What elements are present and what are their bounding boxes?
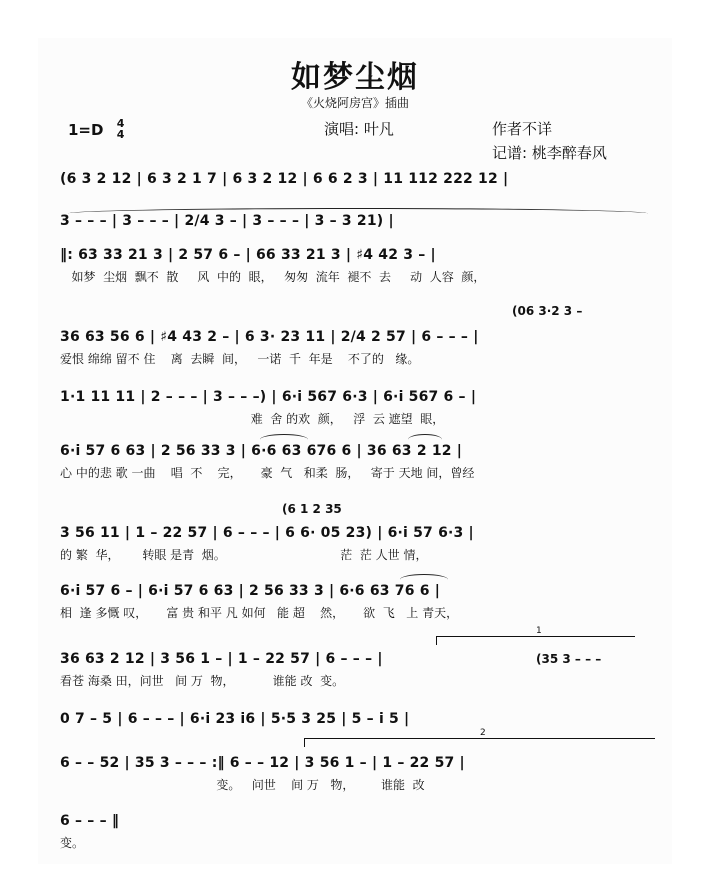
lyric-line: 难 舍 的欢 颜， 浮 云 遮望 眼， — [60, 412, 445, 426]
song-title: 如梦尘烟 — [291, 60, 419, 95]
notation-line: 36 63 2 12 | 3 56 1 – | 1 – 22 57 | 6 – – – | — [60, 651, 383, 667]
transcriber-credit: 记谱: 桃李醉春风 — [492, 144, 607, 162]
second-ending-bracket — [304, 728, 655, 747]
music-system — [60, 244, 658, 286]
notation-line: 6·i 57 6 63 | 2 56 33 3 | 6·6 63 676 6 | 36 63 2 12 | — [60, 443, 463, 459]
music-system — [60, 386, 658, 428]
notation-line: 6 – – – ‖ — [60, 813, 120, 829]
key-label: 1=D — [68, 121, 104, 139]
notation-line: (6 3 2 12 | 6 3 2 1 7 | 6 3 2 12 | 6 6 2 3 | 11 112 222 12 | — [60, 171, 509, 187]
lyric-line: 爱恨 绵绵 留不 住 离 去瞬 间， 一诺 千 年是 不了的 缘。 — [60, 352, 420, 366]
notation-line: 36 63 56 6 | ♯4 43 2 – | 6 3· 23 11 | 2/4 2 57 | 6 – – – | — [60, 329, 479, 345]
lyric-line: 如梦 尘烟 飘不 散 风 中的 眼， 匆匆 流年 褪不 去 动 人容 颜， — [60, 270, 486, 284]
score-sheet — [38, 38, 672, 864]
music-system — [60, 648, 658, 690]
music-system — [60, 580, 658, 622]
music-system — [60, 708, 658, 730]
ending-number: 1 — [536, 626, 542, 636]
notation-line: 1·1 11 11 | 2 – – – | 3 – – –) | 6·i 567 6·3 | 6·i 567 6 – | — [60, 389, 477, 405]
time-signature — [117, 118, 125, 140]
music-system — [60, 810, 658, 852]
interlude-phrase: (6 1 2 35 — [282, 502, 342, 516]
intro-phrase: (06 3·2 3 – — [512, 304, 583, 318]
song-subtitle: 《火烧阿房宫》插曲 — [300, 96, 409, 110]
composer-credit: 作者不详 — [492, 120, 553, 138]
key-signature — [68, 118, 124, 140]
lyric-line: 变。 — [60, 836, 85, 850]
lyric-line: 的 繁 华， 转眼 是青 烟。 茫 茫 人世 情， — [60, 548, 428, 562]
music-system — [60, 168, 658, 190]
music-system — [60, 522, 658, 564]
notation-line: 6 – – 52 | 35 3 – – – :‖ 6 – – 12 | 3 56 1 – | 1 – 22 57 | — [60, 755, 465, 771]
singer-credit: 演唱: 叶凡 — [324, 120, 394, 138]
notation-line: 3 – – – | 3 – – – | 2/4 3 – | 3 – – – | 3 – 3 21) | — [60, 213, 394, 229]
volta-phrase: (35 3 – – – — [536, 652, 602, 666]
music-system — [60, 752, 658, 794]
music-system — [60, 210, 658, 232]
notation-line: 3 56 11 | 1 – 22 57 | 6 – – – | 6 6· 05 23) | 6·i 57 6·3 | — [60, 525, 474, 541]
lyric-line: 变。 问世 间 万 物， 谁能 改 — [60, 778, 425, 792]
music-system — [60, 326, 658, 368]
first-ending-bracket — [436, 626, 635, 645]
notation-line: 6·i 57 6 – | 6·i 57 6 63 | 2 56 33 3 | 6·6 63 76 6 | — [60, 583, 441, 599]
lyric-line: 看苍 海桑 田，问世 间 万 物， 谁能 改 变。 — [60, 674, 345, 688]
ending-number: 2 — [480, 728, 486, 738]
notation-line: ‖: 63 33 21 3 | 2 57 6 – | 66 33 21 3 | ♯4 42 3 – | — [60, 247, 436, 263]
music-system — [60, 440, 658, 482]
time-top: 4 — [116, 117, 125, 130]
lyric-line: 心 中的悲 歌 一曲 唱 不 完， 豪 气 和柔 肠， 寄于 天地 间，曾经 — [60, 466, 475, 480]
notation-line: 0 7 – 5 | 6 – – – | 6·i 23 i6 | 5·5 3 25 | 5 – i 5 | — [60, 711, 410, 727]
lyric-line: 相 逢 多慨 叹， 富 贵 和平 凡 如何 能 超 然， 欲 飞 上 青天， — [60, 606, 459, 620]
time-bottom: 4 — [116, 128, 125, 141]
